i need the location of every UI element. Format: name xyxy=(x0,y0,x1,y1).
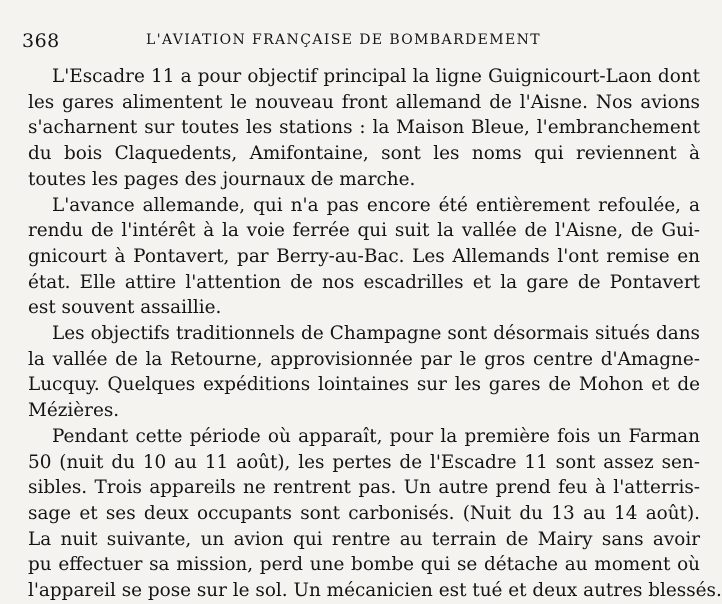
text-line: Lucquy. Quelques expéditions lointaines sur les gares de Mohon et de xyxy=(28,374,700,396)
text-line: toutes les pages des journaux de marche. xyxy=(28,168,416,190)
paragraph-escadre-objectives xyxy=(28,64,700,193)
text-line: sage et ses deux occupants sont carbonisés. (Nuit du 13 au 14 août). xyxy=(28,502,700,524)
body-text xyxy=(28,64,722,604)
running-title: L'AVIATION FRANÇAISE DE BOMBARDEMENT xyxy=(146,32,541,48)
text-line: la vallée de la Retourne, approvisionnée par le gros centre d'Amagne- xyxy=(28,348,700,370)
paragraph-champagne-objectives xyxy=(28,321,700,424)
text-line: L'Escadre 11 a pour objectif principal la ligne Guignicourt-Laon dont xyxy=(52,66,700,87)
text-line: 50 (nuit du 10 au 11 août), les pertes de l'Escadre 11 sont assez sen- xyxy=(28,451,700,473)
paragraph-german-advance xyxy=(28,193,700,322)
text-line: Les objectifs traditionnels de Champagne sont désormais situés dans xyxy=(52,323,700,345)
text-line: l'appareil se pose sur le sol. Un mécanicien est tué et deux autres blessés. xyxy=(28,580,722,602)
text-line: rendu de l'intérêt à la voie ferrée qui suit la vallée de l'Aisne, de Gui- xyxy=(28,220,700,242)
text-line: Pendant cette période où apparaît, pour la première fois un Farman xyxy=(52,425,700,447)
text-line: La nuit suivante, un avion qui rentre au terrain de Mairy sans avoir xyxy=(28,528,700,550)
text-line: s'acharnent sur toutes les stations : la Maison Bleue, l'embranchement xyxy=(28,117,700,139)
text-line: est souvent assaillie. xyxy=(28,297,222,319)
text-line: pu effectuer sa mission, perd une bombe qui se détache au moment où xyxy=(28,554,700,576)
text-line: état. Elle attire l'attention de nos escadrilles et la gare de Pontavert xyxy=(28,271,700,293)
text-line: Mézières. xyxy=(28,400,120,422)
paragraph-losses xyxy=(28,424,722,604)
text-line: les gares alimentent le nouveau front allemand de l'Aisne. Nos avions xyxy=(28,91,700,113)
text-line: L'avance allemande, qui n'a pas encore été entièrement refoulée, a xyxy=(52,194,700,216)
page-number: 368 xyxy=(22,30,60,52)
page-header xyxy=(22,30,700,56)
text-line: sibles. Trois appareils ne rentrent pas. Un autre prend feu à l'atterris- xyxy=(28,477,700,499)
text-line: gnicourt à Pontavert, par Berry-au-Bac. Les Allemands l'ont remise en xyxy=(28,245,700,267)
text-line: du bois Claquedents, Amifontaine, sont les noms qui reviennent à xyxy=(28,143,700,165)
